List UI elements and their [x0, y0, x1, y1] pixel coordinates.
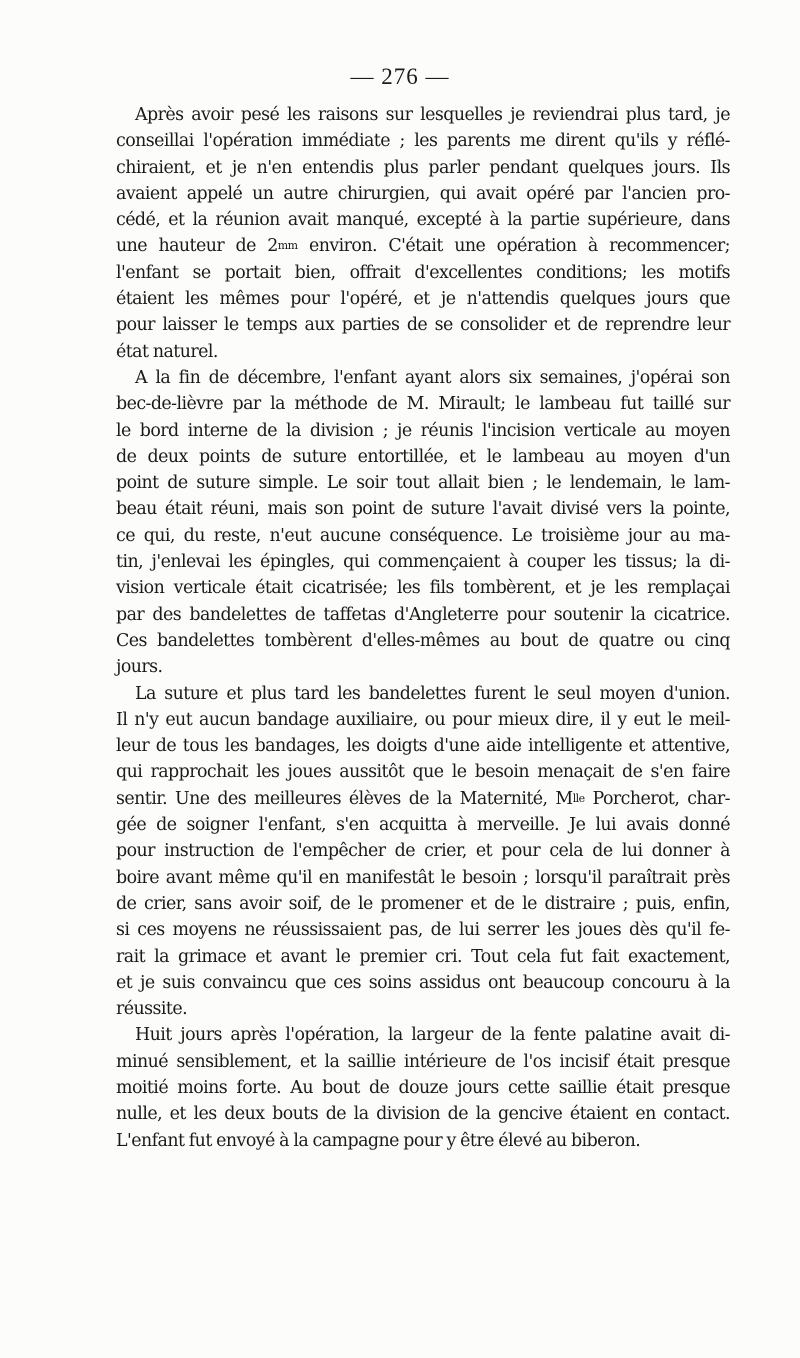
- text-line: moitié moins forte. Au bout de douze jours cette saillie était presque: [116, 1077, 730, 1098]
- text-line: beau était réuni, mais son point de suture l'avait divisé vers la pointe,: [116, 499, 730, 520]
- text-line: La suture et plus tard les bandelettes furent le seul moyen d'union.: [135, 683, 730, 704]
- text-line: L'enfant fut envoyé à la campagne pour y être élevé au biberon.: [116, 1130, 641, 1151]
- text-line: l'enfant se portait bien, offrait d'excellentes conditions; les motifs: [116, 262, 730, 283]
- text-line: tin, j'enlevai les épingles, qui commençaient à couper les tissus; la di-: [116, 552, 730, 573]
- text-line: de crier, sans avoir soif, de le promener et de le distraire ; puis, enfin,: [116, 893, 730, 914]
- text-line: boire avant même qu'il en manifestât le besoin ; lorsqu'il paraîtrait près: [116, 867, 730, 888]
- text-line: jours.: [116, 657, 163, 678]
- text-line: bec-de-lièvre par la méthode de M. Mirault; le lambeau fut taillé sur: [116, 394, 730, 415]
- text-line: minué sensiblement, et la saillie intérieure de l'os incisif était presque: [116, 1051, 730, 1072]
- text-line: Après avoir pesé les raisons sur lesquelles je reviendrai plus tard, je: [135, 105, 730, 125]
- text-line: et je suis convaincu que ces soins assidus ont beaucoup concouru à la: [116, 972, 730, 993]
- text-line: le bord interne de la division ; je réunis l'incision verticale au moyen: [116, 420, 730, 441]
- text-line: gée de soigner l'enfant, s'en acquitta à merveille. Je lui avais donné: [116, 815, 730, 836]
- text-segment: sentir. Une des meilleures élèves de la Maternité, M: [116, 788, 573, 809]
- text-line: réussite.: [116, 999, 188, 1020]
- text-line: point de suture simple. Le soir tout allait bien ; le lendemain, le lam-: [116, 473, 730, 494]
- text-line: ce qui, du reste, n'eut aucune conséquence. Le troisième jour au ma-: [116, 525, 730, 546]
- text-line: vision verticale était cicatrisée; les fils tombèrent, et je les remplaçai: [116, 578, 730, 599]
- superscript-abbrev: mm: [277, 239, 298, 253]
- body-text: [116, 102, 730, 1154]
- text-line: Huit jours après l'opération, la largeur de la fente palatine avait di-: [135, 1025, 730, 1046]
- text-line: Ces bandelettes tombèrent d'elles-mêmes au bout de quatre ou cinq: [116, 630, 730, 651]
- text-line: qui rapprochait les joues aussitôt que le besoin menaçait de s'en faire: [116, 762, 730, 783]
- text-line: nulle, et les deux bouts de la division de la gencive étaient en contact.: [116, 1104, 730, 1125]
- text-line: de deux points de suture entortillée, et le lambeau au moyen d'un: [116, 446, 730, 467]
- text-line: [116, 233, 730, 259]
- text-segment: environ. C'était une opération à recommencer;: [297, 236, 730, 257]
- superscript-abbrev: lle: [572, 791, 585, 805]
- text-line: pour instruction de l'empêcher de crier, et pour cela de lui donner à: [116, 841, 730, 862]
- text-line: étaient les mêmes pour l'opéré, et je n'attendis quelques jours que: [116, 289, 730, 310]
- text-line: Il n'y eut aucun bandage auxiliaire, ou pour mieux dire, il y eut le meil-: [116, 709, 730, 730]
- text-line: conseillai l'opération immédiate ; les parents me dirent qu'ils y réflé-: [116, 131, 730, 152]
- text-line: A la fin de décembre, l'enfant ayant alors six semaines, j'opérai son: [135, 367, 730, 388]
- text-line: leur de tous les bandages, les doigts d'une aide intelligente et attentive,: [116, 736, 730, 757]
- text-line: si ces moyens ne réussissaient pas, de lui serrer les joues dès qu'il fe-: [116, 920, 730, 941]
- text-segment: Porcherot, char-: [584, 788, 730, 809]
- text-line: chiraient, et je n'en entendis plus parler pendant quelques jours. Ils: [116, 157, 730, 178]
- text-line: avaient appelé un autre chirurgien, qui avait opéré par l'ancien pro-: [116, 183, 730, 204]
- text-line: pour laisser le temps aux parties de se consolider et de reprendre leur: [116, 315, 730, 336]
- text-line: état naturel.: [116, 341, 218, 362]
- text-line: cédé, et la réunion avait manqué, excepté à la partie supérieure, dans: [116, 210, 730, 231]
- text-line: par des bandelettes de taffetas d'Angleterre pour soutenir la cicatrice.: [116, 604, 730, 625]
- text-segment: une hauteur de 2: [116, 236, 278, 257]
- page-number: — 276 —: [350, 64, 450, 89]
- text-line: rait la grimace et avant le premier cri. Tout cela fut fait exactement,: [116, 946, 730, 967]
- text-line: [116, 786, 730, 812]
